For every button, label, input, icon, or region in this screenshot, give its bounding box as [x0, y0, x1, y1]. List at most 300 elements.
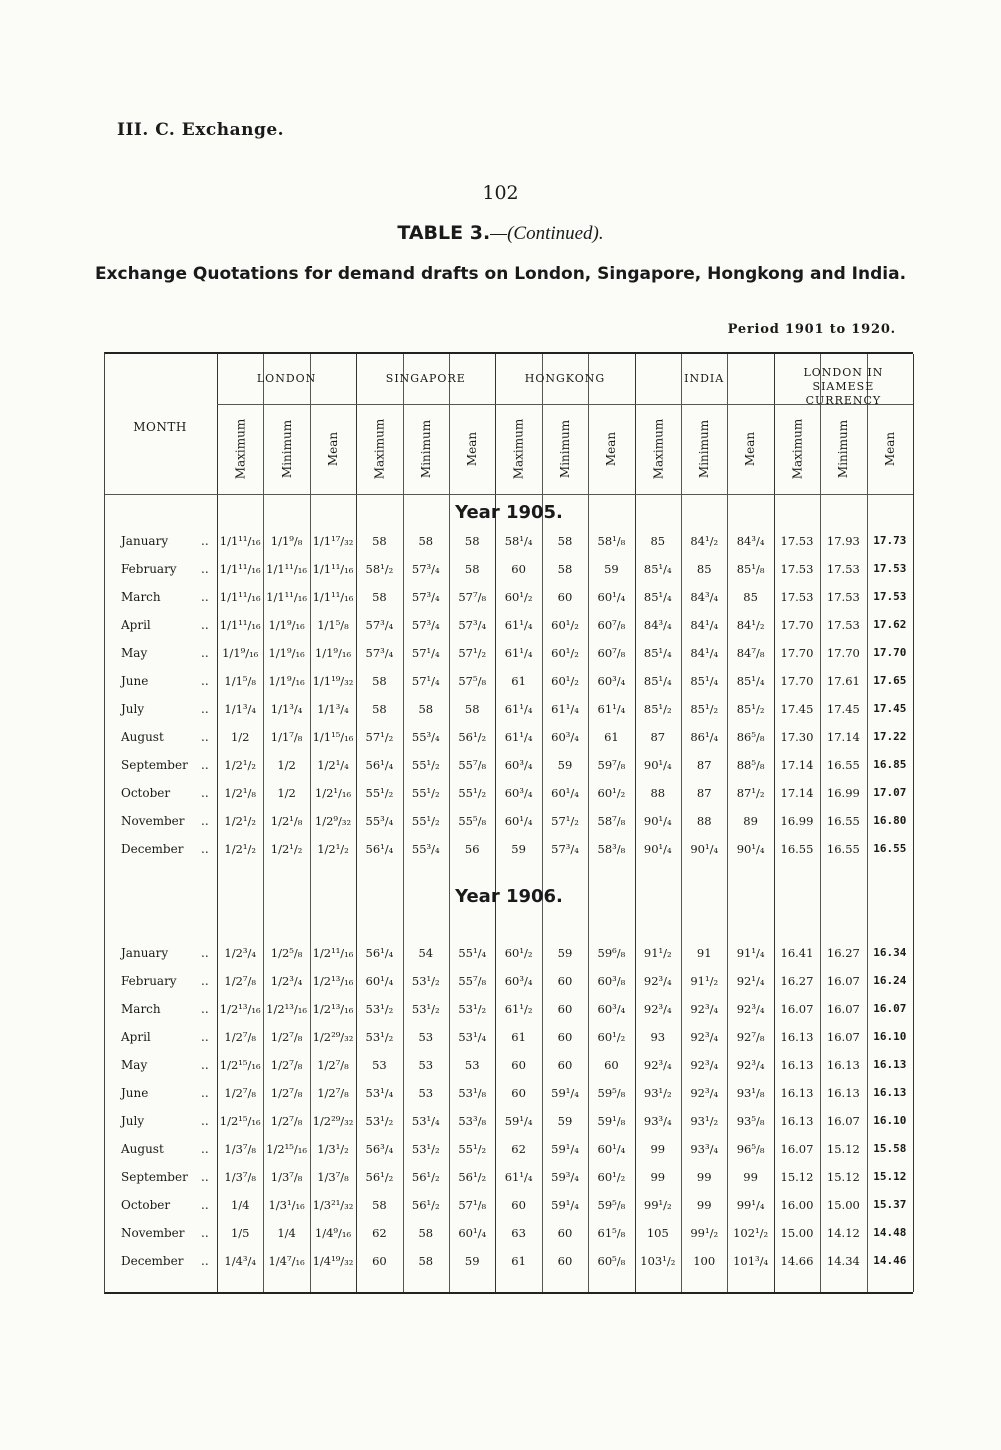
- table-cell: 60: [557, 1226, 573, 1240]
- table-cell: 60: [557, 1002, 573, 1016]
- table-cell: 56: [464, 842, 480, 856]
- column-subheader-label: Maximum: [789, 418, 804, 480]
- table-cell: 16.13: [780, 1086, 814, 1100]
- table-cell: 53¹/₈: [458, 1086, 487, 1100]
- table-cell: 53: [464, 1058, 480, 1072]
- leader-dots: ..: [201, 1142, 209, 1156]
- column-subheader: [681, 406, 727, 492]
- table-row: [105, 1250, 913, 1272]
- table-cell: 85¹/₈: [736, 562, 765, 576]
- section-label: III. C. Exchange.: [117, 120, 285, 140]
- table-cell: 92³/₄: [643, 974, 672, 988]
- table-cell: 14.66: [780, 1254, 814, 1268]
- table-cell: 1/2⁵/₈: [270, 946, 303, 960]
- table-cell: 58: [557, 562, 573, 576]
- table-cell: 99: [696, 1198, 712, 1212]
- table-cell: 16.13: [780, 1058, 814, 1072]
- column-subheader: [356, 406, 402, 492]
- table-cell: 60: [511, 1198, 526, 1212]
- table-cell: 55⁷/₈: [458, 974, 487, 988]
- table-cell: 1/1⁵/₈: [224, 674, 256, 688]
- table-row: [105, 1222, 913, 1244]
- table-cell: 1/1¹⁷/₃₂: [312, 534, 354, 548]
- table-cell: 58¹/₂: [365, 562, 394, 576]
- table-cell: 1/1¹⁹/₃₂: [312, 674, 354, 688]
- table-cell: 62: [511, 1142, 526, 1156]
- table-cell: 53¹/₂: [411, 974, 440, 988]
- table-cell: 1/2¹/₂: [224, 842, 256, 856]
- table-cell: 1/3⁷/₈: [317, 1170, 349, 1184]
- table-cell: 86¹/₄: [690, 730, 719, 744]
- table-cell: 59: [557, 946, 573, 960]
- table-cell: 59: [511, 842, 526, 856]
- month-label: September: [121, 1170, 188, 1184]
- table-cell: 53³/₈: [458, 1114, 487, 1128]
- table-cell: 57³/₄: [365, 646, 394, 660]
- table-cell: 56¹/₄: [365, 758, 394, 772]
- table-cell: 16.85: [873, 758, 907, 771]
- table-cell: 62: [372, 1226, 387, 1240]
- column-subheader-label: Mean: [465, 431, 480, 467]
- table-cell: 93¹/₈: [736, 1086, 765, 1100]
- table-cell: 60: [372, 1254, 387, 1268]
- table-cell: 1/1⁷/₈: [270, 730, 303, 744]
- header-rule: [105, 494, 913, 495]
- table-cell: 16.27: [826, 946, 860, 960]
- table-cell: 85¹/₄: [643, 674, 672, 688]
- table-cell: 58⁷/₈: [597, 814, 626, 828]
- table-cell: 1/2⁷/₈: [270, 1058, 303, 1072]
- table-cell: 60: [557, 1254, 573, 1268]
- table-cell: 16.07: [780, 1002, 814, 1016]
- table-cell: 16.13: [780, 1114, 814, 1128]
- column-subheader-label: Mean: [604, 431, 619, 467]
- table-cell: 61: [511, 1030, 526, 1044]
- table-cell: 55¹/₂: [458, 786, 487, 800]
- table-cell: 55¹/₂: [411, 814, 440, 828]
- table-cell: 17.73: [873, 534, 907, 547]
- table-cell: 1/4⁷/₁₆: [268, 1254, 305, 1268]
- table-cell: 57³/₄: [365, 618, 394, 632]
- table-cell: 60: [511, 1086, 526, 1100]
- table-cell: 1/3¹/₂: [317, 1142, 349, 1156]
- table-cell: 58: [372, 534, 387, 548]
- table-cell: 91¹/₂: [643, 946, 672, 960]
- table-cell: 17.70: [780, 618, 814, 632]
- table-cell: 17.93: [826, 534, 860, 548]
- table-cell: 92³/₄: [690, 1086, 719, 1100]
- table-cell: 15.12: [826, 1142, 860, 1156]
- table-cell: 55⁷/₈: [458, 758, 487, 772]
- table-cell: 16.13: [873, 1058, 907, 1071]
- table-cell: 1/2¹³/₁₆: [266, 1002, 307, 1016]
- table-cell: 99¹/₂: [690, 1226, 719, 1240]
- month-label: October: [121, 1198, 171, 1212]
- table-cell: 1/1¹¹/₁₆: [312, 562, 354, 576]
- month-label: August: [121, 1142, 164, 1156]
- table-cell: 53: [418, 1030, 434, 1044]
- table-cell: 59⁵/₈: [597, 1198, 626, 1212]
- page-number: 102: [482, 182, 519, 204]
- table-cell: 60¹/₄: [551, 786, 579, 800]
- table-row: [105, 586, 913, 608]
- table-cell: 1/1⁵/₈: [317, 618, 349, 632]
- table-cell: 60¹/₂: [504, 946, 533, 960]
- table-cell: 1/2⁷/₈: [224, 1030, 256, 1044]
- table-cell: 1/2: [277, 758, 296, 772]
- column-subheader-label: Minimum: [697, 419, 712, 479]
- leader-dots: ..: [201, 946, 209, 960]
- table-cell: 1/2²⁹/₃₂: [312, 1030, 354, 1044]
- table-cell: 59⁵/₈: [597, 1086, 626, 1100]
- table-cell: 1/1⁹/₁₆: [268, 674, 305, 688]
- table-cell: 16.13: [873, 1086, 907, 1099]
- table-cell: 90¹/₄: [690, 842, 719, 856]
- table-cell: 16.24: [873, 974, 907, 987]
- table-cell: 102¹/₂: [733, 1226, 769, 1240]
- table-cell: 15.12: [780, 1170, 814, 1184]
- table-cell: 85: [650, 534, 666, 548]
- table-cell: 92³/₄: [643, 1058, 672, 1072]
- table-cell: 58: [372, 1198, 387, 1212]
- month-label: September: [121, 758, 188, 772]
- month-label: May: [121, 646, 148, 660]
- table-cell: 60¹/₂: [597, 1170, 626, 1184]
- table-cell: 61¹/₂: [504, 1002, 533, 1016]
- table-cell: 88: [696, 814, 712, 828]
- table-cell: 58³/₈: [597, 842, 626, 856]
- table-cell: 59¹/₈: [597, 1114, 626, 1128]
- table-row: [105, 1194, 913, 1216]
- table-cell: 56¹/₄: [365, 842, 394, 856]
- table-cell: 1/2¹/₈: [224, 786, 256, 800]
- column-subheader-label: Maximum: [650, 418, 665, 480]
- table-cell: 17.70: [873, 646, 907, 659]
- table-row: [105, 838, 913, 860]
- table-cell: 1/2⁹/₃₂: [314, 814, 352, 828]
- table-cell: 53¹/₂: [458, 1002, 487, 1016]
- table-cell: 57³/₄: [411, 618, 440, 632]
- table-cell: 16.55: [873, 842, 907, 855]
- table-row: [105, 998, 913, 1020]
- column-subheader-label: Maximum: [233, 418, 248, 480]
- year-heading: Year 1906.: [455, 886, 563, 907]
- column-subheader-label: Maximum: [511, 418, 526, 480]
- table-row: [105, 642, 913, 664]
- table-cell: 57³/₄: [411, 562, 440, 576]
- table-cell: 92³/₄: [690, 1002, 719, 1016]
- month-label: December: [121, 1254, 184, 1268]
- table-cell: 57¹/₂: [458, 646, 487, 660]
- column-subheader-label: Minimum: [279, 419, 294, 479]
- table-cell: 59⁷/₈: [597, 758, 626, 772]
- leader-dots: ..: [201, 1086, 209, 1100]
- table-cell: 1/5: [230, 1226, 250, 1240]
- table-cell: 1/2¹/₁₆: [314, 786, 352, 800]
- table-cell: 92³/₄: [736, 1002, 765, 1016]
- table-cell: 17.22: [873, 730, 907, 743]
- table-cell: 1/1⁹/₁₆: [268, 646, 305, 660]
- table-row: [105, 558, 913, 580]
- table-cell: 60¹/₄: [365, 974, 394, 988]
- column-group-header: INDIA: [684, 372, 725, 385]
- table-cell: 55⁵/₈: [458, 814, 487, 828]
- exchange-table: [104, 352, 913, 1294]
- leader-dots: ..: [201, 814, 209, 828]
- table-cell: 1/2¹³/₁₆: [312, 974, 354, 988]
- table-cell: 56¹/₂: [458, 1170, 487, 1184]
- table-cell: 87: [696, 786, 712, 800]
- table-row: [105, 810, 913, 832]
- table-cell: 61¹/₄: [551, 702, 579, 716]
- month-label: April: [121, 1030, 151, 1044]
- table-cell: 53¹/₂: [365, 1002, 394, 1016]
- table-cell: 15.12: [873, 1170, 907, 1183]
- leader-dots: ..: [201, 1030, 209, 1044]
- column-subheader: [449, 406, 495, 492]
- table-cell: 17.70: [780, 646, 814, 660]
- table-cell: 15.37: [873, 1198, 907, 1211]
- month-label: October: [121, 786, 171, 800]
- table-cell: 16.13: [780, 1030, 814, 1044]
- table-cell: 1/2¹³/₁₆: [312, 1002, 354, 1016]
- table-cell: 1/4¹⁹/₃₂: [312, 1254, 354, 1268]
- table-cell: 17.53: [780, 534, 814, 548]
- table-cell: 61¹/₄: [597, 702, 626, 716]
- table-row: [105, 1166, 913, 1188]
- column-subheader-label: Mean: [325, 431, 340, 467]
- table-cell: 84¹/₄: [690, 646, 719, 660]
- table-cell: 87¹/₂: [736, 786, 765, 800]
- column-subheader: [820, 406, 866, 492]
- table-cell: 17.53: [780, 590, 814, 604]
- table-cell: 1/2¹/₂: [317, 842, 349, 856]
- table-cell: 1/2³/₄: [270, 974, 303, 988]
- table-cell: 60: [557, 590, 573, 604]
- table-cell: 58: [372, 702, 387, 716]
- table-cell: 15.58: [873, 1142, 907, 1155]
- column-subheader-label: Minimum: [836, 419, 851, 479]
- table-row: [105, 1082, 913, 1104]
- column-subheader-label: Maximum: [372, 418, 387, 480]
- table-cell: 1/4: [277, 1226, 296, 1240]
- table-row: [105, 1138, 913, 1160]
- table-cell: 59¹/₄: [551, 1142, 579, 1156]
- table-cell: 53: [418, 1058, 434, 1072]
- table-cell: 58: [464, 534, 480, 548]
- table-cell: 85¹/₄: [643, 590, 672, 604]
- table-cell: 58: [464, 702, 480, 716]
- table-cell: 99: [650, 1142, 666, 1156]
- table-cell: 60³/₄: [597, 674, 626, 688]
- table-cell: 60¹/₂: [551, 618, 579, 632]
- month-label: July: [121, 1114, 145, 1128]
- table-cell: 59: [557, 1114, 573, 1128]
- table-cell: 61¹/₄: [504, 1170, 533, 1184]
- table-cell: 16.55: [780, 842, 814, 856]
- table-cell: 91¹/₂: [690, 974, 719, 988]
- table-cell: 17.65: [873, 674, 907, 687]
- table-cell: 1/1¹¹/₁₆: [219, 534, 261, 548]
- table-cell: 60¹/₂: [504, 590, 533, 604]
- column-subheader: [310, 406, 356, 492]
- table-cell: 1/3⁷/₈: [224, 1142, 256, 1156]
- leader-dots: ..: [201, 1058, 209, 1072]
- table-row: [105, 754, 913, 776]
- leader-dots: ..: [201, 730, 209, 744]
- table-cell: 53¹/₄: [458, 1030, 487, 1044]
- table-cell: 1/2¹/₂: [224, 814, 256, 828]
- table-cell: 100: [693, 1254, 716, 1268]
- table-cell: 1/2¹/₂: [270, 842, 303, 856]
- table-cell: 93¹/₂: [643, 1086, 672, 1100]
- table-cell: 58: [418, 534, 434, 548]
- table-cell: 1/2⁷/₈: [270, 1030, 303, 1044]
- table-cell: 15.12: [826, 1170, 860, 1184]
- table-cell: 88: [650, 786, 666, 800]
- table-row: [105, 1110, 913, 1132]
- table-cell: 93: [650, 1030, 666, 1044]
- table-cell: 1/3²¹/₃₂: [312, 1198, 354, 1212]
- table-row: [105, 1026, 913, 1048]
- table-cell: 1/2¹⁵/₁₆: [219, 1058, 261, 1072]
- table-cell: 1/4⁹/₁₆: [314, 1226, 352, 1240]
- table-cell: 1/1³/₄: [317, 702, 349, 716]
- table-cell: 85¹/₂: [690, 702, 719, 716]
- table-cell: 92³/₄: [690, 1058, 719, 1072]
- column-subheader-label: Minimum: [418, 419, 433, 479]
- table-cell: 99¹/₄: [736, 1198, 765, 1212]
- table-cell: 14.34: [826, 1254, 860, 1268]
- month-label: January: [121, 534, 169, 548]
- table-cell: 90¹/₄: [643, 814, 672, 828]
- table-cell: 87: [650, 730, 666, 744]
- table-cell: 61⁵/₈: [597, 1226, 626, 1240]
- table-cell: 60: [557, 1030, 573, 1044]
- table-cell: 84¹/₂: [736, 618, 765, 632]
- table-row: [105, 942, 913, 964]
- table-cell: 1/2³/₄: [224, 946, 256, 960]
- table-cell: 60: [557, 1058, 573, 1072]
- month-label: March: [121, 1002, 161, 1016]
- leader-dots: ..: [201, 974, 209, 988]
- table-cell: 85¹/₂: [736, 702, 765, 716]
- table-title-main: TABLE 3.: [397, 222, 491, 244]
- table-cell: 55³/₄: [365, 814, 394, 828]
- column-subheader: [774, 406, 820, 492]
- table-cell: 56¹/₂: [411, 1198, 440, 1212]
- table-cell: 60¹/₂: [551, 646, 579, 660]
- table-cell: 1/2⁷/₈: [270, 1086, 303, 1100]
- column-subheader: [635, 406, 681, 492]
- table-cell: 59¹/₄: [551, 1086, 579, 1100]
- table-cell: 1/1³/₄: [270, 702, 303, 716]
- month-column-header: MONTH: [133, 420, 187, 434]
- column-group-header: SINGAPORE: [385, 372, 466, 385]
- table-cell: 99: [743, 1170, 758, 1184]
- table-cell: 58: [372, 674, 387, 688]
- table-cell: 59³/₄: [551, 1170, 579, 1184]
- table-cell: 53: [418, 1086, 434, 1100]
- table-cell: 1/1¹¹/₁₆: [219, 618, 261, 632]
- table-cell: 53¹/₂: [411, 1002, 440, 1016]
- table-cell: 1/2⁷/₈: [270, 1114, 303, 1128]
- table-cell: 14.48: [873, 1226, 907, 1239]
- column-rule: [913, 354, 914, 1292]
- table-cell: 17.53: [826, 590, 860, 604]
- table-cell: 16.34: [873, 946, 907, 959]
- table-cell: 1/2¹⁵/₁₆: [219, 1114, 261, 1128]
- table-cell: 17.14: [826, 730, 860, 744]
- leader-dots: ..: [201, 758, 209, 772]
- table-cell: 1/1¹⁵/₁₆: [312, 730, 354, 744]
- table-cell: 85¹/₂: [643, 702, 672, 716]
- table-cell: 16.07: [826, 974, 860, 988]
- table-row: [105, 1054, 913, 1076]
- table-cell: 1/2⁷/₈: [317, 1086, 349, 1100]
- table-cell: 17.70: [826, 646, 860, 660]
- table-cell: 58: [464, 562, 480, 576]
- table-cell: 1/1⁹/₈: [270, 534, 303, 548]
- table-cell: 56¹/₂: [365, 1170, 394, 1184]
- table-cell: 60³/₄: [504, 786, 533, 800]
- table-cell: 16.07: [780, 1142, 814, 1156]
- table-cell: 55³/₄: [411, 730, 440, 744]
- table-cell: 59: [464, 1254, 480, 1268]
- table-cell: 61¹/₄: [504, 646, 533, 660]
- column-subheader: [403, 406, 449, 492]
- column-group-header: LONDON IN SIAMESE CURRENCY: [803, 366, 884, 407]
- table-cell: 91¹/₄: [736, 946, 765, 960]
- column-subheader-label: Mean: [743, 431, 758, 467]
- table-cell: 99: [650, 1170, 666, 1184]
- table-cell: 86⁵/₈: [736, 730, 765, 744]
- table-cell: 17.62: [873, 618, 907, 631]
- table-cell: 101³/₄: [733, 1254, 769, 1268]
- month-label: February: [121, 562, 177, 576]
- table-cell: 1/2: [277, 786, 296, 800]
- table-cell: 1/1⁹/₁₆: [314, 646, 352, 660]
- table-cell: 90¹/₄: [643, 758, 672, 772]
- table-cell: 16.55: [826, 814, 860, 828]
- table-cell: 53¹/₄: [365, 1086, 394, 1100]
- leader-dots: ..: [201, 1198, 209, 1212]
- table-cell: 1/1¹¹/₁₆: [219, 590, 261, 604]
- table-cell: 53¹/₂: [411, 1142, 440, 1156]
- leader-dots: ..: [201, 1254, 209, 1268]
- table-cell: 1/1⁹/₁₆: [222, 646, 259, 660]
- table-cell: 96⁵/₈: [736, 1142, 765, 1156]
- table-cell: 58: [418, 1254, 434, 1268]
- table-cell: 89: [743, 814, 758, 828]
- month-label: August: [121, 730, 164, 744]
- table-cell: 55³/₄: [411, 842, 440, 856]
- table-cell: 59⁶/₈: [597, 946, 626, 960]
- table-cell: 93⁵/₈: [736, 1114, 765, 1128]
- table-cell: 1/3⁷/₈: [224, 1170, 256, 1184]
- table-cell: 1/4³/₄: [224, 1254, 256, 1268]
- table-cell: 85¹/₄: [643, 562, 672, 576]
- table-row: [105, 530, 913, 552]
- month-label: February: [121, 974, 177, 988]
- table-cell: 61¹/₄: [504, 618, 533, 632]
- table-cell: 60³/₄: [504, 758, 533, 772]
- month-label: January: [121, 946, 169, 960]
- table-cell: 59: [557, 758, 573, 772]
- table-cell: 60¹/₄: [458, 1226, 487, 1240]
- table-cell: 87: [696, 758, 712, 772]
- table-cell: 1/1¹¹/₁₆: [266, 562, 307, 576]
